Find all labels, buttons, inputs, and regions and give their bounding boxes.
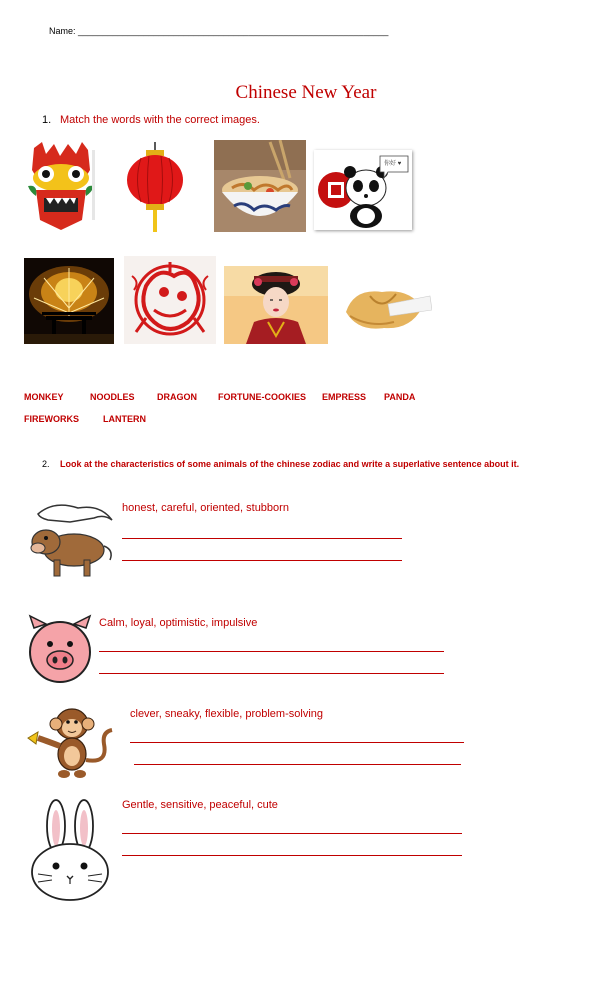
red-lantern-icon bbox=[126, 142, 184, 234]
word-noodles: NOODLES bbox=[90, 392, 135, 402]
ox-icon bbox=[24, 500, 116, 580]
name-field-label: Name: ______________________________________________________________ bbox=[49, 26, 389, 36]
exercise-2-text: Look at the characteristics of some animals of the chinese zodiac and write a superlative sentence about it. bbox=[60, 459, 520, 469]
answer-line[interactable] bbox=[122, 538, 402, 539]
panda-icon bbox=[314, 150, 412, 230]
fortune-cookie-icon bbox=[340, 282, 432, 338]
pig-icon bbox=[24, 614, 96, 684]
answer-line[interactable] bbox=[99, 673, 444, 674]
paper-cut-monkey-icon bbox=[124, 256, 216, 344]
word-empress: EMPRESS bbox=[322, 392, 367, 402]
answer-line[interactable] bbox=[122, 833, 462, 834]
exercise-1-number: 1. bbox=[42, 114, 52, 126]
fireworks-icon bbox=[24, 258, 114, 344]
word-panda: PANDA bbox=[384, 392, 416, 402]
noodles-bowl-icon bbox=[214, 140, 306, 232]
monkey-traits: clever, sneaky, flexible, problem-solving bbox=[130, 708, 323, 720]
answer-line[interactable] bbox=[130, 742, 464, 743]
dragon-mask-icon bbox=[24, 140, 98, 232]
answer-line[interactable] bbox=[122, 560, 402, 561]
ox-traits: honest, careful, oriented, stubborn bbox=[122, 502, 289, 514]
word-monkey: MONKEY bbox=[24, 392, 64, 402]
pig-traits: Calm, loyal, optimistic, impulsive bbox=[99, 617, 258, 629]
page-title: Chinese New Year bbox=[235, 82, 377, 103]
exercise-2-instruction bbox=[42, 459, 519, 469]
monkey-icon bbox=[24, 704, 120, 780]
word-fireworks: FIREWORKS bbox=[24, 414, 79, 424]
word-dragon: DRAGON bbox=[157, 392, 197, 402]
exercise-1-instruction bbox=[42, 114, 260, 126]
empress-icon bbox=[224, 266, 328, 344]
rabbit-icon bbox=[26, 798, 114, 902]
answer-line[interactable] bbox=[99, 651, 444, 652]
panda-speech-bubble: 你好 ♥ bbox=[384, 161, 402, 167]
word-fortune-cookies: FORTUNE-COOKIES bbox=[218, 392, 307, 402]
exercise-2-number: 2. bbox=[42, 459, 50, 469]
rabbit-traits: Gentle, sensitive, peaceful, cute bbox=[122, 799, 278, 811]
answer-line[interactable] bbox=[134, 764, 461, 765]
word-lantern: LANTERN bbox=[103, 414, 146, 424]
answer-line[interactable] bbox=[122, 855, 462, 856]
exercise-1-text: Match the words with the correct images. bbox=[60, 114, 260, 126]
